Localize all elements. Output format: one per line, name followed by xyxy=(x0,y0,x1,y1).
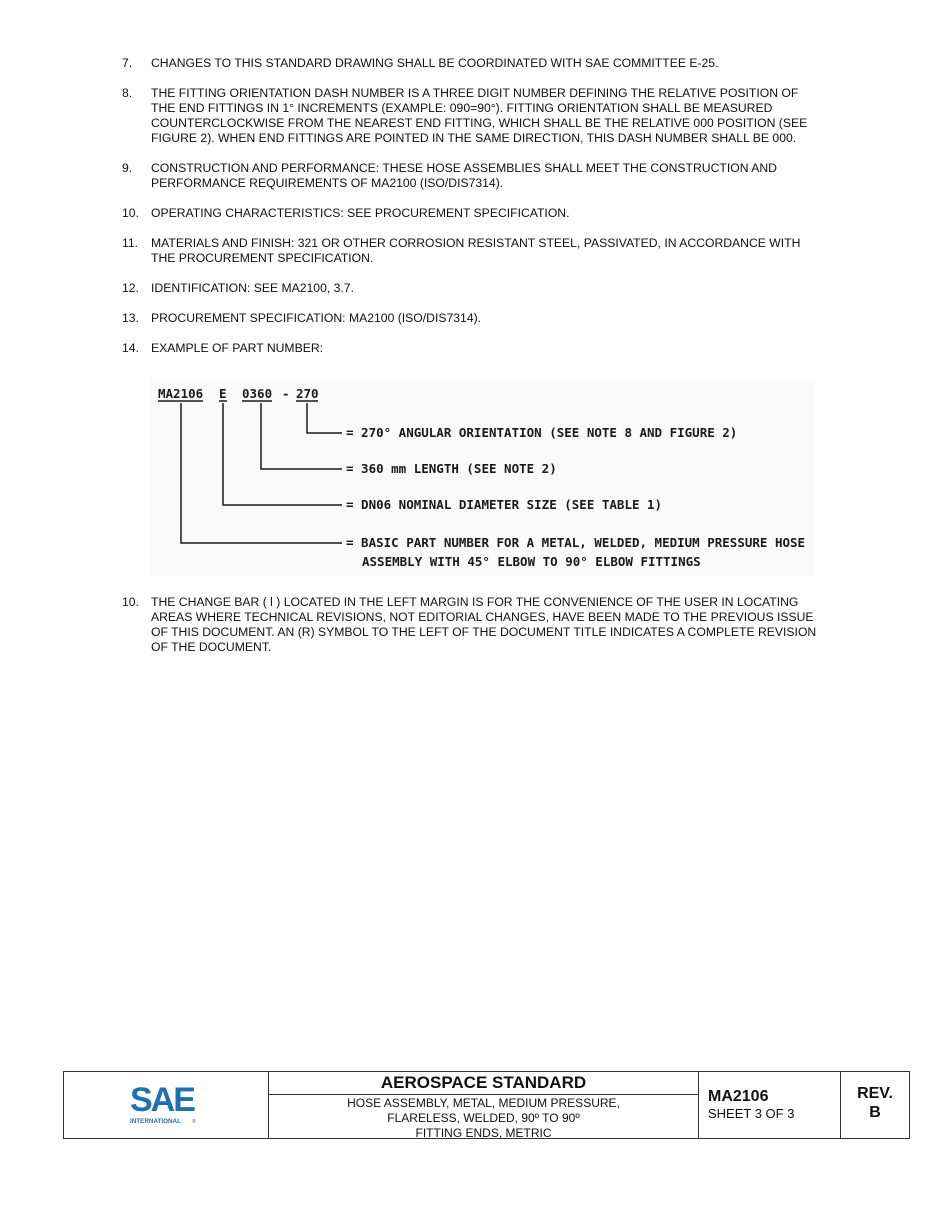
document-title-line-1: HOSE ASSEMBLY, METAL, MEDIUM PRESSURE, xyxy=(347,1096,620,1110)
part-basic-number: MA2106 xyxy=(158,386,204,401)
note-12: 12. IDENTIFICATION: SEE MA2100, 3.7. xyxy=(122,281,354,295)
part-length-code: 0360 xyxy=(242,386,273,401)
note-7: 7. CHANGES TO THIS STANDARD DRAWING SHALL BE COORDINATED WITH SAE COMMITTEE E-25. xyxy=(122,56,719,70)
sheet-number: SHEET 3 OF 3 xyxy=(708,1106,795,1121)
title-block xyxy=(63,1071,910,1139)
standard-type: AEROSPACE STANDARD xyxy=(269,1072,698,1095)
document-title-line-3: FITTING ENDS, METRIC xyxy=(415,1126,552,1140)
title-cell xyxy=(269,1072,699,1138)
document-number: MA2106 xyxy=(708,1088,769,1105)
note-change-bar: 10. THE CHANGE BAR ( l ) LOCATED IN THE LEFT MARGIN IS FOR THE CONVENIENCE OF THE USER IN LOCATING AREAS WHERE TECHNICAL REVISIONS, NOT EDITORIAL CHANGES, HAVE BEEN MADE TO THE PREVIOUS ISSUE OF THIS DOCUMENT. AN (R) SYMBOL TO THE LEFT OF THE DOCUMENT TITLE INDICATES A COMPLETE REVISION OF THE DOCUMENT. xyxy=(122,595,817,654)
note-11: 11. MATERIALS AND FINISH: 321 OR OTHER CORROSION RESISTANT STEEL, PASSIVATED, IN ACCORDANCE WITH THE PROCUREMENT SPECIFICATION. xyxy=(122,236,801,265)
callout-size: = DN06 NOMINAL DIAMETER SIZE (SEE TABLE 1) xyxy=(346,497,663,512)
document-title-line-2: FLARELESS, WELDED, 90º TO 90º xyxy=(387,1111,580,1125)
logo-cell xyxy=(64,1072,269,1138)
callout-basic: = BASIC PART NUMBER FOR A METAL, WELDED, MEDIUM PRESSURE HOSE xyxy=(346,535,806,550)
leader-orientation xyxy=(307,403,342,433)
document-number-cell xyxy=(699,1072,841,1138)
document-title xyxy=(269,1095,698,1141)
revision-value: B xyxy=(869,1104,881,1121)
part-dash: - xyxy=(282,386,290,401)
leader-length xyxy=(261,403,342,469)
final-notes xyxy=(122,595,822,670)
callout-orientation: = 270° ANGULAR ORIENTATION (SEE NOTE 8 AND FIGURE 2) xyxy=(346,425,738,440)
part-number-callout-svg xyxy=(150,380,815,576)
revision-cell xyxy=(841,1072,909,1138)
notes-list xyxy=(122,56,822,371)
note-9: 9. CONSTRUCTION AND PERFORMANCE: THESE HOSE ASSEMBLIES SHALL MEET THE CONSTRUCTION AND PERFORMANCE REQUIREMENTS OF MA2100 (ISO/DIS7314). xyxy=(122,161,777,190)
part-number-diagram xyxy=(150,380,815,576)
part-orientation-code: 270 xyxy=(296,386,319,401)
logo-subtext: INTERNATIONAL xyxy=(130,1118,181,1125)
part-size-code: E xyxy=(219,386,227,401)
note-13: 13. PROCUREMENT SPECIFICATION: MA2100 (ISO/DIS7314). xyxy=(122,311,482,325)
sae-logo xyxy=(126,1081,206,1129)
leader-size xyxy=(223,403,342,505)
logo-registered-mark: ® xyxy=(192,1119,196,1125)
note-10: 10. OPERATING CHARACTERISTICS: SEE PROCUREMENT SPECIFICATION. xyxy=(122,206,570,220)
note-14: 14. EXAMPLE OF PART NUMBER: xyxy=(122,341,324,355)
callout-basic-continued: ASSEMBLY WITH 45° ELBOW TO 90° ELBOW FITTINGS xyxy=(362,554,701,569)
logo-text: SAE xyxy=(130,1081,194,1119)
note-8: 8. THE FITTING ORIENTATION DASH NUMBER IS A THREE DIGIT NUMBER DEFINING THE RELATIVE POSITION OF THE END FITTINGS IN 1° INCREMENTS (EXAMPLE: 090=90°). FITTING ORIENTATION SHALL BE MEASURED COUNTERCLOCKWISE FROM THE NEAREST END FITTING, WHICH SHALL BE THE RELATIVE 000 POSITION (SEE FIGURE 2). WHEN END FITTINGS ARE POINTED IN THE SAME DIRECTION, THIS DASH NUMBER SHALL BE 000. xyxy=(122,86,808,145)
revision-label: REV. xyxy=(857,1085,893,1102)
callout-length: = 360 mm LENGTH (SEE NOTE 2) xyxy=(346,461,557,476)
